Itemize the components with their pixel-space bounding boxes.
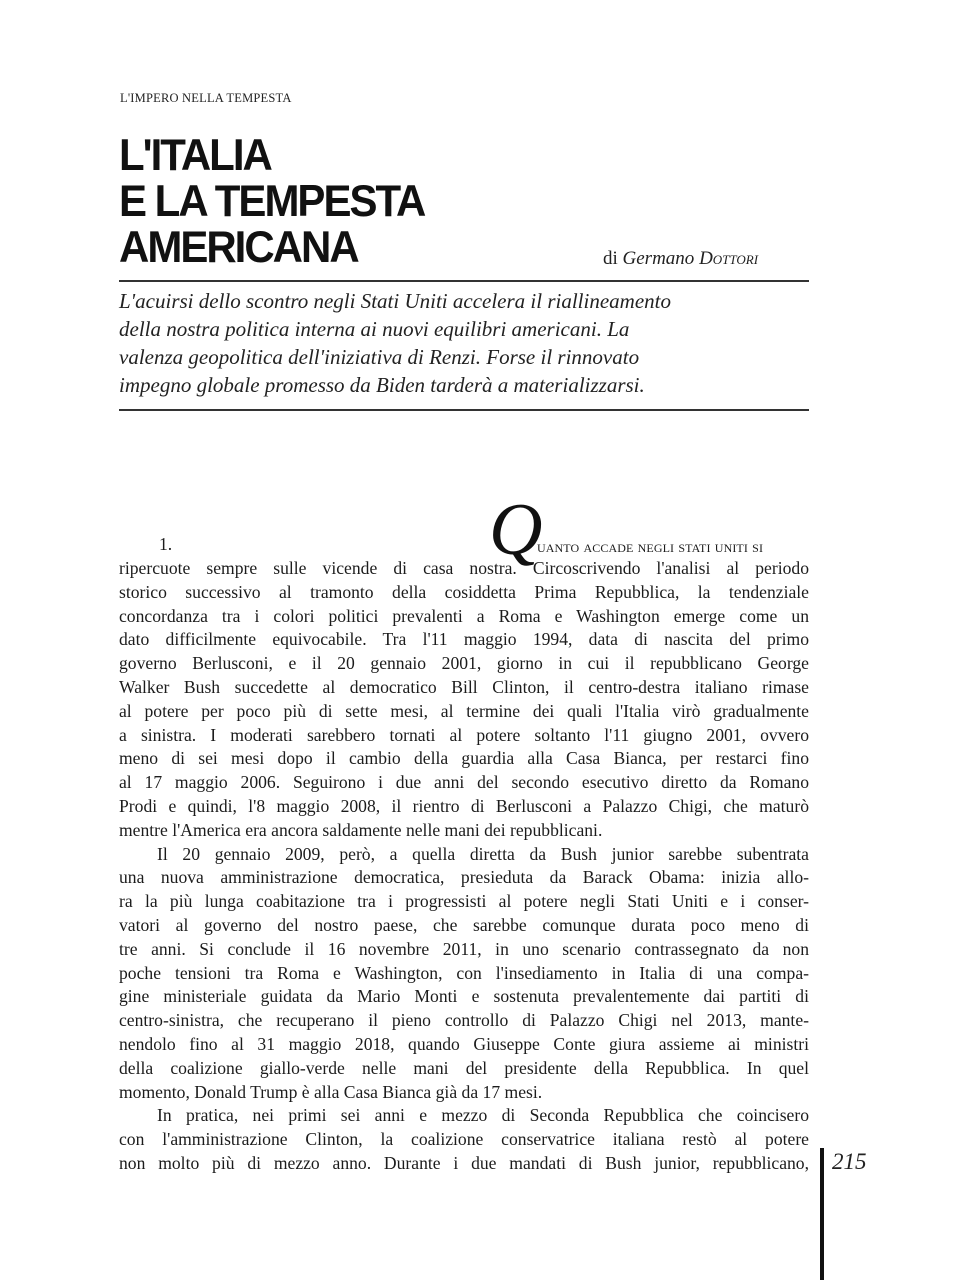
body-line: Prodi e quindi, l'8 maggio 2008, il rientro di Berlusconi a Palazzo Chigi, che maturò bbox=[119, 795, 809, 816]
title-line: AMERICANA bbox=[119, 222, 358, 272]
body-line: concordanza tra i colori politici prevalenti a Roma e Washington emerge come un bbox=[119, 605, 809, 626]
body-line: vatori al governo del nostro paese, che sarebbe comunque durata poco meno di bbox=[119, 914, 809, 935]
subtitle-line: della nostra politica interna ai nuovi equilibri americani. La bbox=[119, 317, 630, 341]
article-title bbox=[119, 129, 519, 272]
body-line: della coalizione giallo-verde nelle mani del presidente della Repubblica. In quel bbox=[119, 1057, 809, 1078]
caps-lead: uanto accade negli stati uniti si bbox=[537, 537, 764, 556]
margin-bar bbox=[820, 1148, 824, 1280]
body-line: al 17 maggio 2006. Seguirono i due anni del secondo esecutivo diretto da Romano bbox=[119, 772, 809, 793]
subtitle-line: impegno globale promesso da Biden tarderà a materializzarsi. bbox=[119, 373, 645, 397]
title-line: E LA TEMPESTA bbox=[119, 176, 425, 226]
byline bbox=[603, 248, 758, 270]
author-surname: Dottori bbox=[699, 248, 759, 269]
byline-prefix: di bbox=[603, 248, 618, 269]
title-line: L'ITALIA bbox=[119, 129, 271, 180]
body-line: al potere per poco più di sette mesi, al termine dei quali l'Italia virò gradualmente bbox=[119, 700, 809, 721]
subtitle-rule bbox=[119, 409, 809, 411]
section-number: 1. bbox=[159, 534, 173, 554]
body-line: non molto più di mezzo anno. Durante i due mandati di Bush junior, repubblicano, bbox=[119, 1152, 809, 1173]
body-line: poche tensioni tra Roma e Washington, con l'insediamento in Italia di una compa- bbox=[119, 962, 809, 983]
body-line: centro-sinistra, che recuperano il pieno controllo di Palazzo Chigi nel 2013, mante- bbox=[119, 1010, 809, 1031]
body-line: dato difficilmente equivocabile. Tra l'11 maggio 1994, data di nascita del primo bbox=[119, 629, 809, 650]
body-line: Il 20 gennaio 2009, però, a quella diretta da Bush junior sarebbe subentrata bbox=[157, 843, 809, 864]
body-line: In pratica, nei primi sei anni e mezzo di Seconda Repubblica che coincisero bbox=[157, 1105, 809, 1126]
page-number: 215 bbox=[832, 1149, 867, 1174]
body-line: storico successivo al tramonto della cosiddetta Prima Repubblica, la tendenziale bbox=[119, 581, 809, 602]
body-line: gine ministeriale guidata da Mario Monti e sostenuta prevalentemente dai partiti di bbox=[119, 986, 809, 1007]
drop-cap: Q bbox=[489, 489, 543, 571]
body-line: meno di sei mesi dopo il cambio della guardia alla Casa Bianca, per restarci fino bbox=[119, 748, 809, 769]
body-line: tre anni. Si conclude il 16 novembre 2011, in uno scenario contrassegnato da non bbox=[119, 938, 809, 959]
article-body bbox=[119, 489, 809, 1176]
running-head: L'IMPERO NELLA TEMPESTA bbox=[120, 91, 292, 105]
subtitle-line: L'acuirsi dello scontro negli Stati Uniti accelera il riallineamento bbox=[119, 289, 671, 313]
body-line: ripercuote sempre sulle vicende di casa nostra. Circoscrivendo l'analisi al periodo bbox=[119, 558, 809, 578]
body-line: Walker Bush succedette al democratico Bill Clinton, il centro-destra italiano rimase bbox=[119, 676, 809, 697]
body-line: mentre l'America era ancora saldamente nelle mani dei repubblicani. bbox=[119, 819, 603, 840]
body-line: a sinistra. I moderati sarebbero tornati al potere soltanto l'11 giugno 2001, ovvero bbox=[119, 724, 809, 745]
body-line: una nuova amministrazione democratica, presieduta da Barack Obama: inizia allo- bbox=[119, 867, 809, 888]
subtitle-line: valenza geopolitica dell'iniziativa di Renzi. Forse il rinnovato bbox=[119, 345, 640, 369]
author-name: Germano bbox=[622, 248, 695, 269]
body-line: con l'amministrazione Clinton, la coalizione conservatrice italiana restò al potere bbox=[119, 1129, 809, 1150]
body-line: governo Berlusconi, e il 20 gennaio 2001, giorno in cui il repubblicano George bbox=[119, 653, 809, 674]
title-rule bbox=[119, 280, 809, 282]
article-subtitle bbox=[119, 287, 809, 399]
body-line: nendolo fino al 31 maggio 2018, quando Giuseppe Conte giura assieme ai ministri bbox=[119, 1033, 809, 1054]
body-line: ra la più lunga coabitazione tra i progressisti al potere negli Stati Uniti e i conser- bbox=[119, 891, 809, 912]
body-line: momento, Donald Trump è alla Casa Bianca già da 17 mesi. bbox=[119, 1081, 543, 1102]
